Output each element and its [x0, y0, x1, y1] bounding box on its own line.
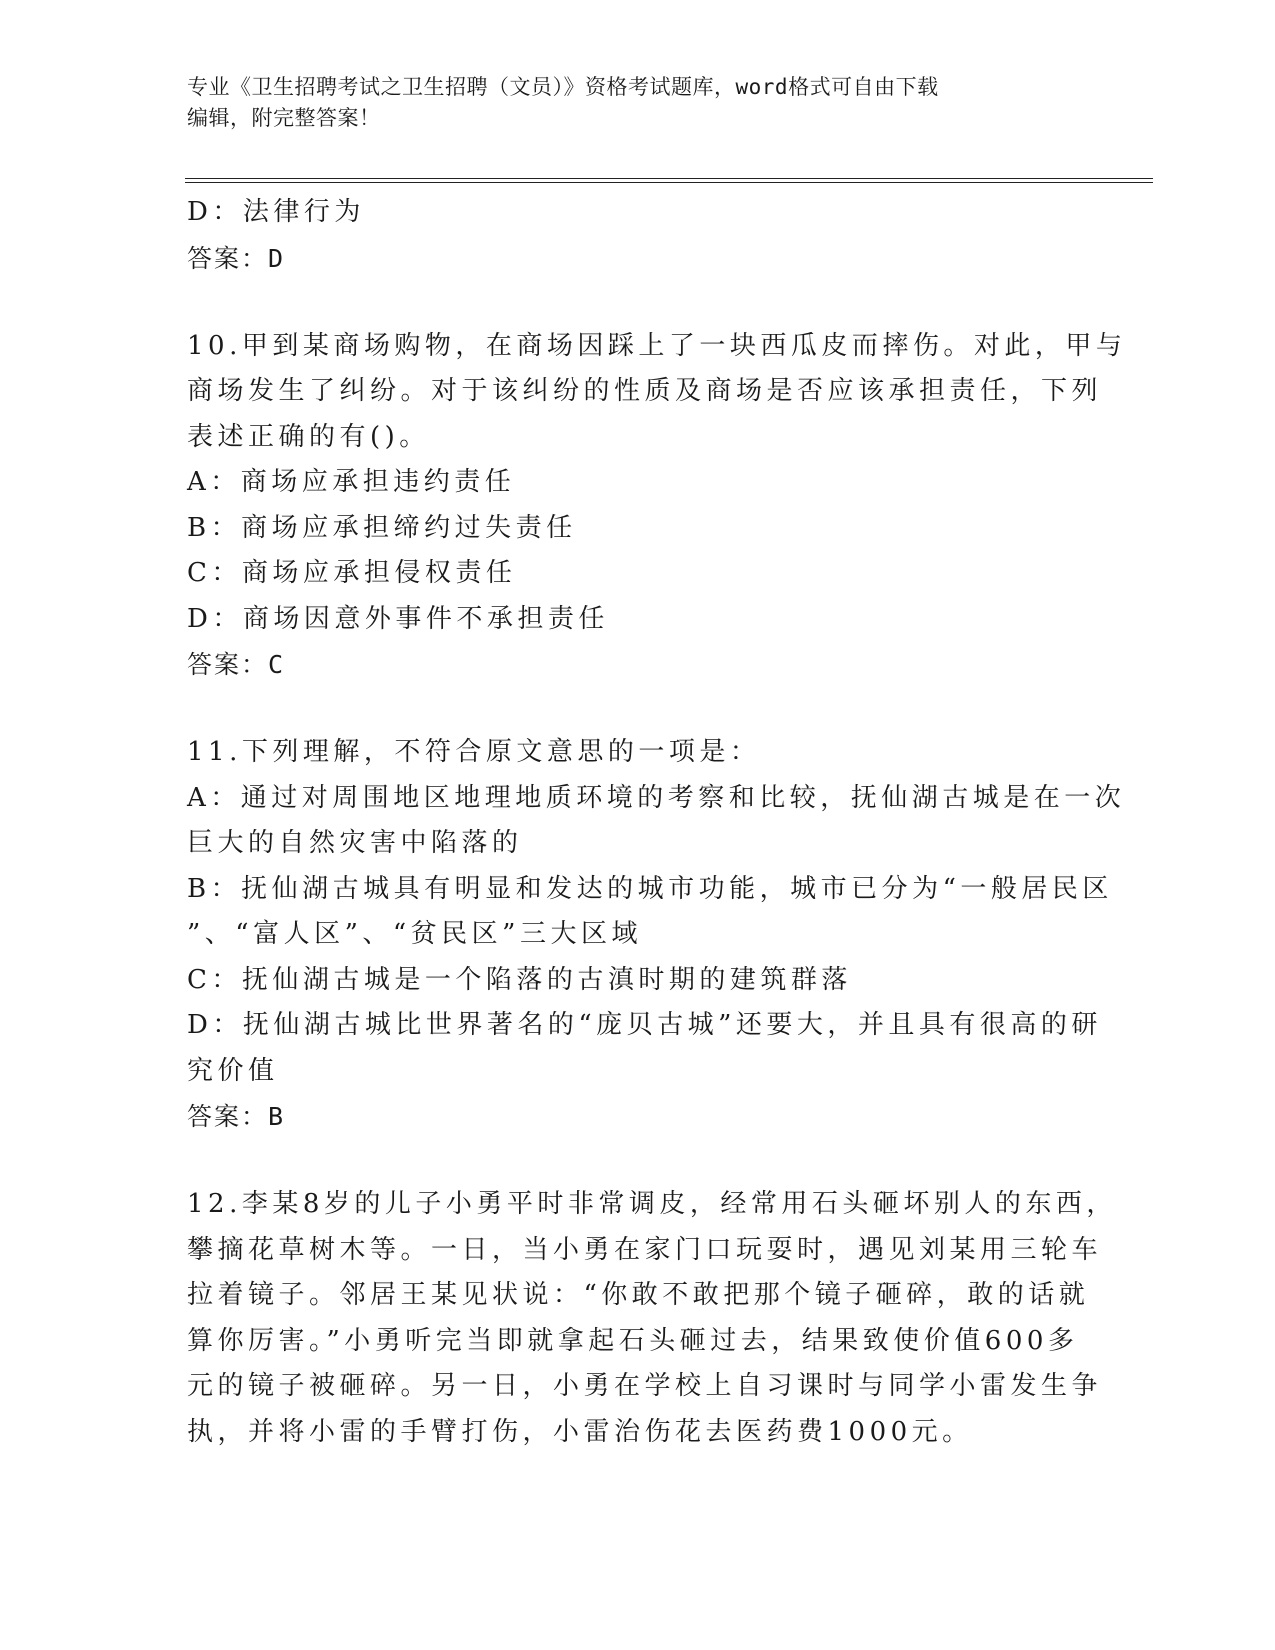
- question-11: [187, 730, 1126, 1140]
- option-b: B：抚仙湖古城具有明显和发达的城市功能，城市已分为“一般居民区: [187, 873, 1113, 904]
- question-gap: [187, 688, 1087, 730]
- question-stem-line: 执，并将小雷的手臂打伤，小雷治伤花去医药费1000元。: [187, 1416, 973, 1447]
- answer-value: C: [268, 650, 286, 679]
- option-c: C：抚仙湖古城是一个陷落的古滇时期的建筑群落: [187, 964, 852, 995]
- prev-option-d: D：法律行为: [187, 197, 365, 227]
- option-a: A：通过对周围地区地理地质环境的考察和比较，抚仙湖古城是在一次: [187, 782, 1126, 813]
- question-stem-line: 表述正确的有()。: [187, 421, 430, 452]
- option-a: A：商场应承担违约责任: [187, 467, 516, 497]
- question-stem-line: 10.甲到某商场购物，在商场因踩上了一块西瓜皮而摔伤。对此，甲与: [187, 330, 1127, 361]
- option-b-continued: ”、“富人区”、“贫民区”三大区域: [187, 919, 642, 949]
- question-stem-line: 算你厉害。”小勇听完当即就拿起石头砸过去，结果致使价值600多: [187, 1325, 1079, 1356]
- answer-value: D: [268, 243, 286, 273]
- option-c: C：商场应承担侵权责任: [187, 558, 517, 588]
- question-12: [187, 1182, 1117, 1455]
- document-header: [187, 72, 1067, 134]
- question-stem-line: 攀摘花草树木等。一日，当小勇在家门口玩耍时，遇见刘某用三轮车: [187, 1234, 1103, 1265]
- option-d-continued: 究价值: [187, 1055, 279, 1086]
- header-divider: [185, 178, 1153, 183]
- answer-label: 答案：: [187, 1102, 269, 1131]
- option-b: B：商场应承担缔约过失责任: [187, 512, 577, 543]
- question-gap: [187, 1140, 1087, 1182]
- answer-label: 答案：: [187, 650, 269, 679]
- question-stem-line: 商场发生了纠纷。对于该纠纷的性质及商场是否应该承担责任，下列: [187, 376, 1103, 406]
- option-d: D：抚仙湖古城比世界著名的“庞贝古城”还要大，并且具有很高的研: [187, 1010, 1102, 1040]
- answer-value: B: [268, 1102, 286, 1131]
- question-gap: [187, 282, 1087, 324]
- question-10: [187, 324, 1127, 689]
- prev-answer: [187, 236, 1087, 282]
- answer-label: 答案：: [187, 243, 269, 273]
- question-stem-line: 拉着镜子。邻居王某见状说：“你敢不敢把那个镜子砸碎，敢的话就: [187, 1280, 1090, 1310]
- option-d: D：商场因意外事件不承担责任: [187, 603, 609, 634]
- header-line-1: 专业《卫生招聘考试之卫生招聘（文员）》资格考试题库，word格式可自由下载: [187, 75, 939, 99]
- document-body: [187, 190, 1127, 1455]
- question-stem-line: 11.下列理解，不符合原文意思的一项是：: [187, 737, 761, 767]
- question-10-answer: [187, 642, 1087, 688]
- question-stem-line: 12.李某8岁的儿子小勇平时非常调皮，经常用石头砸坏别人的东西，: [187, 1189, 1117, 1219]
- option-a-continued: 巨大的自然灾害中陷落的: [187, 828, 523, 858]
- header-line-2: 编辑，附完整答案！: [187, 106, 381, 130]
- question-11-answer: [187, 1094, 1087, 1140]
- question-stem-line: 元的镜子被砸碎。另一日，小勇在学校上自习课时与同学小雷发生争: [187, 1371, 1103, 1401]
